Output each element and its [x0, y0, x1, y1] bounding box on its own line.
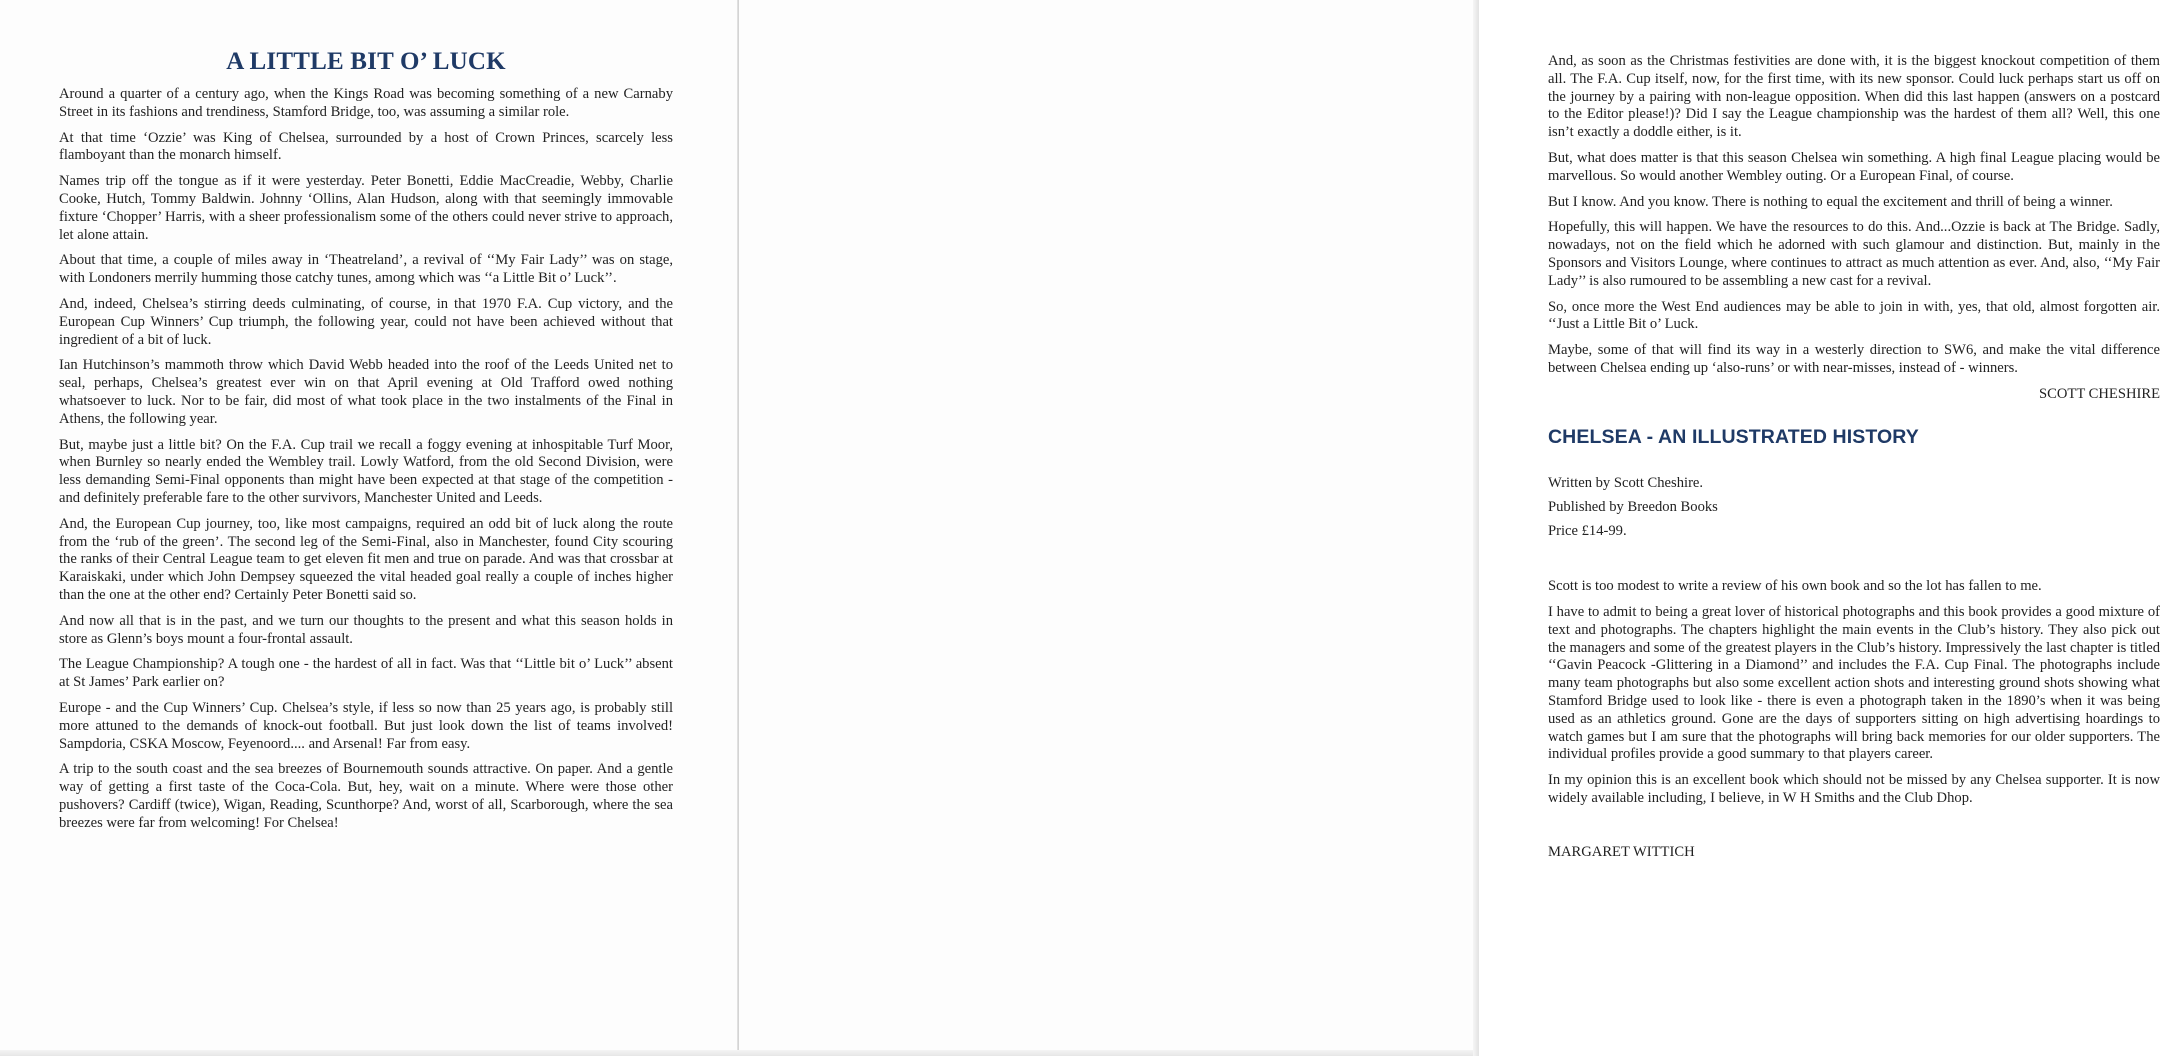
article-paragraph: But, what does matter is that this season Chelsea win something. A high final League placing would be marvellous. So would another Wembley outing. Or a European Final, of course. [1548, 149, 2160, 184]
review-paragraph: In my opinion this is an excellent book which should not be missed by any Chelsea supporter. It is now widely available including, I believe, in W H Smiths and the Club Dhop. [1548, 772, 2160, 806]
article-paragraph: But I know. And you know. There is nothing to equal the excitement and thrill of being a winner. [1548, 193, 2113, 210]
right-page [739, 0, 2160, 1056]
article-paragraph: About that time, a couple of miles away in ‘Theatreland’, a revival of ‘‘My Fair Lady’’ was on stage, with Londoners merrily humming those catchy tunes, among which was ‘‘a Little Bit o’ Luck’’. [59, 252, 673, 287]
book-publisher: Published by Breedon Books [1548, 499, 1718, 516]
review-paragraph: I have to admit to being a great lover of historical photographs and this book provides a good mixture of text and photographs. The chapters highlight the main events in the Club’s history. They also pick out the managers and some of the greatest players in the Club’s history. Impressively the last chapter is titled ‘‘Gavin Peacock -Glittering in a Diamond’’ and includes the F.A. Cup Final. The photographs include many team photographs but also some excellent action shots and interesting ground shots showing what Stamford Bridge used to look like - there is even a photograph taken in the 1890’s when it was being used as an athletics ground. Gone are the days of supporters sitting on high advertising hoardings to watch games but I am sure that the photographs will bring back memories for our older supporters. The individual profiles provide a good summary to that players career. [1548, 603, 2160, 763]
article-paragraph: Hopefully, this will happen. We have the resources to do this. And...Ozzie is back at The Bridge. Sadly, nowadays, not on the field which he adorned with such glamour and distinction. But, mainly in the Sponsors and Visitors Lounge, where continues to attract as much attention as ever. And, also, ‘‘My Fair Lady’’ is also rumoured to be assembling a new cast for a revival. [1548, 219, 2160, 289]
page-edge-bottom [0, 1050, 1479, 1056]
page-edge-right [1473, 0, 1479, 1056]
review-title: CHELSEA - AN ILLUSTRATED HISTORY [1548, 425, 1919, 448]
article-paragraph: Maybe, some of that will find its way in a westerly direction to SW6, and make the vital difference between Chelsea ending up ‘also-runs’ or with near-misses, instead of - winners. [1548, 342, 2160, 376]
review-paragraph: Scott is too modest to write a review of his own book and so the lot has fallen to me. [1548, 578, 2042, 595]
book-price: Price £14-99. [1548, 523, 1627, 540]
article-paragraph: Ian Hutchinson’s mammoth throw which David Webb headed into the roof of the Leeds United net to seal, perhaps, Chelsea’s greatest ever win on that April evening at Old Trafford owed nothing whatsoever to luck. Nor to be fair, did most of what took place in the two instalments of the Final in Athens, the following year. [59, 357, 673, 427]
book-author: Written by Scott Cheshire. [1548, 474, 1704, 491]
article-column [59, 48, 673, 840]
book-details [1548, 475, 2160, 541]
article-paragraph: Names trip off the tongue as if it were yesterday. Peter Bonetti, Eddie MacCreadie, Webby, Charlie Cooke, Hutch, Tommy Baldwin. Johnny ‘Ollins, Alan Hudson, along with that seemingly immovable fixture ‘Chopper’ Harris, with a sheer professionalism some of the others could never strive to approach, let alone attain. [59, 173, 673, 243]
article-signature: SCOTT CHESHIRE [2039, 385, 2160, 402]
review-signature: MARGARET WITTICH [1548, 843, 1695, 860]
article-paragraph: Europe - and the Cup Winners’ Cup. Chelsea’s style, if less so now than 25 years ago, is probably still more attuned to the demands of knock-out football. But just look down the list of teams involved! Sampdoria, CSKA Moscow, Feyenoord.... and Arsenal! Far from easy. [59, 699, 673, 752]
article-paragraph: And, the European Cup journey, too, like most campaigns, required an odd bit of luck along the route from the ‘rub of the green’. The second leg of the Semi-Final, also in Manchester, found City scouring the ranks of their Central League team to get eleven fit men and true on parade. And was that crossbar at Karaiskaki, under which John Dempsey squeezed the vital headed goal really a couple of inches higher than the one at the other end? Certainly Peter Bonetti said so. [59, 515, 673, 603]
continuation-column [1548, 53, 2160, 861]
article-paragraph: And, indeed, Chelsea’s stirring deeds culminating, of course, in that 1970 F.A. Cup victory, and the European Cup Winners’ Cup triumph, the following year, could not have been achieved without that ingredient of a bit of luck. [59, 295, 673, 348]
article-title: A LITTLE BIT O’ LUCK [226, 48, 506, 75]
article-paragraph: Around a quarter of a century ago, when the Kings Road was becoming something of a new Carnaby Street in its fashions and trendiness, Stamford Bridge, too, was assuming a similar role. [59, 86, 673, 120]
article-paragraph: The League Championship? A tough one - the hardest of all in fact. Was that ‘‘Little bit o’ Luck’’ absent at St James’ Park earlier on? [59, 656, 673, 691]
article-paragraph: And now all that is in the past, and we turn our thoughts to the present and what this season holds in store as Glenn’s boys mount a four-frontal assault. [59, 612, 673, 647]
article-paragraph: At that time ‘Ozzie’ was King of Chelsea, surrounded by a host of Crown Princes, scarcely less flamboyant than the monarch himself. [59, 129, 673, 164]
article-paragraph: But, maybe just a little bit? On the F.A. Cup trail we recall a foggy evening at inhospitable Turf Moor, when Burnley so nearly ended the Wembley trail. Lowly Watford, from the old Second Division, were less demanding Semi-Final opponents than might have been expected at that stage of the competition - and definitely preferable fare to the other survivors, Manchester United and Leeds. [59, 436, 673, 506]
article-paragraph: So, once more the West End audiences may be able to join in with, yes, that old, almost forgotten air. ‘‘Just a Little Bit o’ Luck. [1548, 298, 2160, 333]
left-page [0, 0, 737, 1056]
article-paragraph: A trip to the south coast and the sea breezes of Bournemouth sounds attractive. On paper. And a gentle way of getting a first taste of the Coca-Cola. But, hey, wait on a minute. Where were those other pushovers? Cardiff (twice), Wigan, Reading, Scunthorpe? And, worst of all, Scarborough, where the sea breezes were far from welcoming! For Chelsea! [59, 761, 673, 831]
review-body [1548, 578, 2160, 808]
article-paragraph: And, as soon as the Christmas festivities are done with, it is the biggest knockout competition of them all. The F.A. Cup itself, now, for the first time, with its new sponsor. Could luck perhaps start us off on the journey by a pairing with non-league opposition. When did this last happen (answers on a postcard to the Editor please!)? Did I say the League championship was the hardest of them all? Well, this one isn’t exactly a doddle either, is it. [1548, 53, 2160, 141]
